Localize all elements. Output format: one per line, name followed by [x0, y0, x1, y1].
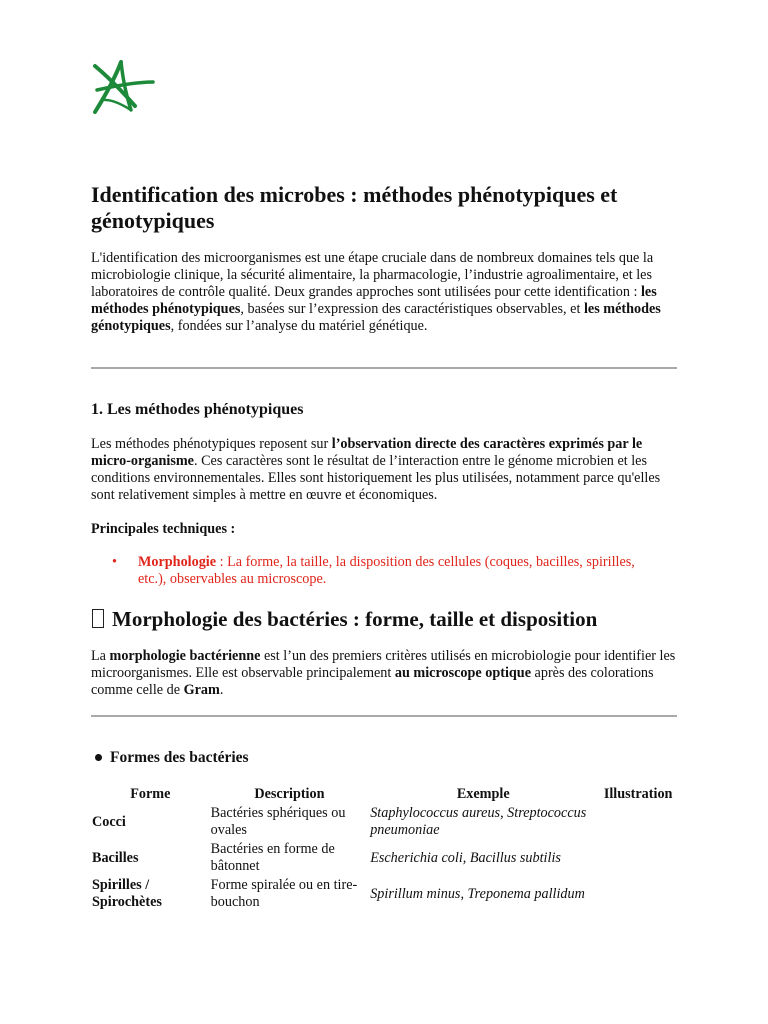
section2-heading-text: Morphologie des bactéries : forme, taille et disposition	[112, 607, 598, 631]
section2-paragraph	[91, 648, 679, 699]
missing-glyph-icon	[92, 609, 104, 628]
cell-description: Forme spiralée ou en tire-bouchon	[210, 877, 358, 910]
bullet-dot-icon	[95, 754, 102, 761]
formes-heading-text: Formes des bactéries	[110, 749, 249, 766]
cell-exemple: Spirillum minus, Treponema pallidum	[370, 885, 585, 902]
list-item	[91, 554, 651, 588]
section2-text: est l’un des premiers critères utilisés en microbiologie pour identifier les microorganismes. Elle est observable principalement	[91, 648, 676, 681]
cell-description: Bactéries sphériques ou ovales	[210, 805, 346, 838]
column-header: Exemple	[456, 786, 510, 802]
cell-exemple: Escherichia coli, Bacillus subtilis	[370, 849, 561, 866]
intro-text: , basées sur l’expression des caractéristiques observables, et	[240, 301, 584, 317]
page-title: Identification des microbes : méthodes phénotypiques et génotypiques	[91, 182, 618, 233]
techniques-label: Principales techniques :	[91, 521, 236, 537]
intro-bold-geno: les méthodes génotypiques	[91, 301, 661, 334]
cell-illustration	[597, 840, 679, 876]
table-row	[91, 840, 679, 876]
section2-text: La	[91, 648, 110, 664]
intro-text: , fondées sur l’analyse du matériel génétique.	[170, 318, 428, 334]
section1-heading: 1. Les méthodes phénotypiques	[91, 401, 304, 418]
intro-paragraph	[91, 250, 679, 335]
divider	[91, 715, 677, 717]
column-header: Illustration	[603, 786, 673, 802]
table-header-row	[91, 786, 679, 804]
table-row	[91, 876, 679, 912]
techniques-list	[91, 554, 651, 588]
formes-heading	[91, 749, 249, 767]
cell-forme: Spirilles / Spirochètes	[92, 877, 162, 910]
section2-bold: morphologie bactérienne	[109, 648, 261, 664]
section1-paragraph	[91, 436, 679, 504]
cell-exemple: Staphylococcus aureus, Streptococcus pneumoniae	[370, 805, 587, 838]
section2-text: après des colorations comme celle de	[91, 665, 654, 698]
column-header: Forme	[130, 786, 171, 802]
cell-forme: Bacilles	[92, 849, 139, 866]
cell-illustration	[597, 876, 679, 912]
star-logo-icon	[91, 60, 155, 116]
table-row	[91, 804, 679, 840]
section1-text: . Ces caractères sont le résultat de l’interaction entre le génome microbien et les conditions environnementales. Elles sont historiquement les plus utilisées, notamment parce qu'elles sont relativement simples à mettre en œuvre et économiques.	[91, 453, 661, 503]
section2-text: .	[219, 682, 224, 698]
bullet-bold: Morphologie	[138, 554, 217, 570]
formes-table	[91, 786, 679, 912]
bullet-text: : La forme, la taille, la disposition des cellules (coques, bacilles, spirilles, etc.), observables au microscope.	[138, 554, 635, 587]
section1-text: Les méthodes phénotypiques reposent sur	[91, 436, 332, 452]
cell-description: Bactéries en forme de bâtonnet	[210, 841, 335, 874]
cell-forme: Cocci	[92, 813, 126, 830]
intro-text: L'identification des microorganismes est une étape cruciale dans de nombreux domaines tels que la microbiologie clinique, la sécurité alimentaire, la pharmacologie, l’industrie agroalimentaire, et les laboratoires de contrôle qualité. Deux grandes approches sont utilisées pour cette identification :	[91, 250, 654, 300]
section2-bold: au microscope optique	[394, 665, 531, 681]
column-header: Description	[254, 786, 325, 802]
intro-bold-pheno: les méthodes phénotypiques	[91, 284, 657, 317]
section2-heading	[91, 606, 691, 632]
section2-bold: Gram	[183, 682, 220, 698]
bullet-dot-icon: •	[112, 554, 117, 570]
section1-bold: l’observation directe des caractères exprimés par le micro-organisme	[91, 436, 643, 469]
cell-illustration	[597, 804, 679, 840]
divider	[91, 367, 677, 369]
